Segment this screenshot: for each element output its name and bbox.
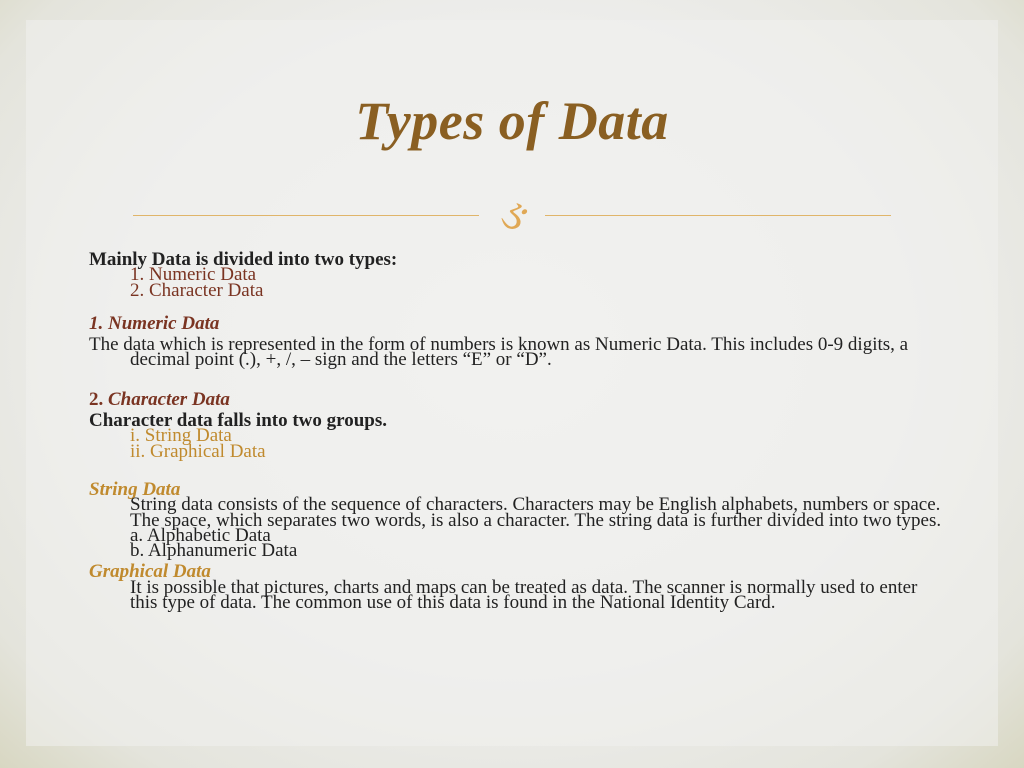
divider-left <box>133 215 479 216</box>
string-item-alphabetic: a. Alphabetic Data <box>130 524 271 546</box>
string-item-alphanumeric: b. Alphanumeric Data <box>130 540 298 562</box>
spacer <box>89 368 949 386</box>
character-item-string: i. String Data <box>130 425 232 447</box>
character-item-graphical: ii. Graphical Data <box>130 440 266 462</box>
string-text: String data consists of the sequence of characters. Characters may be English alphabets, numbers or space. The space, which separates two words, is also a character. The string data is further divided into two types. <box>130 494 942 531</box>
string-heading: String Data <box>89 478 181 500</box>
flourish-icon: ઙ <box>497 190 525 239</box>
slide-title: Types of Data <box>355 91 669 151</box>
numeric-text: The data which is represented in the form of numbers is known as Numeric Data. This includes 0-9 digits, a decimal point (.), +, /, – sign and the letters “E” or “D”. <box>89 334 909 371</box>
intro-item-numeric: 1. Numeric Data <box>130 264 257 286</box>
numeric-heading: 1. Numeric Data <box>89 312 220 334</box>
graphical-text: It is possible that pictures, charts and maps can be treated as data. The scanner is normally used to enter this type of data. The common use of this data is found in the National Identity Card. <box>130 576 918 614</box>
intro-item-character: 2. Character Data <box>130 279 264 301</box>
character-heading <box>89 388 949 410</box>
divider-right <box>545 215 891 216</box>
character-heading-num: 2. <box>89 388 104 410</box>
slide-body <box>89 249 949 614</box>
graphical-heading: Graphical Data <box>89 561 211 583</box>
character-heading-text: Character Data <box>108 388 230 410</box>
intro-text: Mainly Data is divided into two types: <box>89 249 398 270</box>
character-intro: Character data falls into two groups. <box>89 410 388 432</box>
